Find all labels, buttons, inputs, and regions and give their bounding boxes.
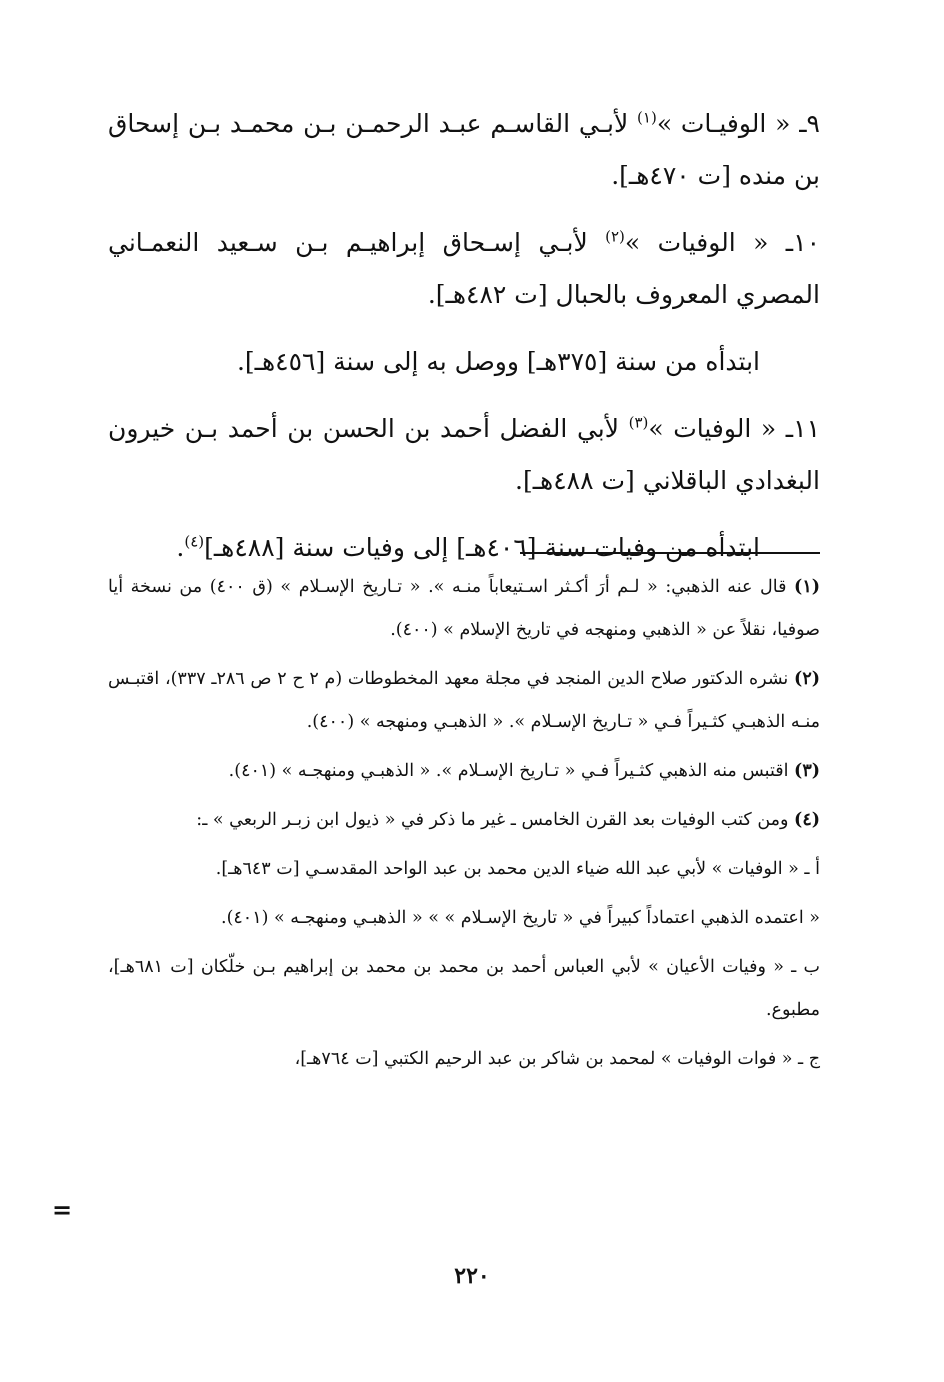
footnote-4-a: أ ـ « الوفيات » لأبي عبد الله ضياء الدين محمد بن عبد الواحد المقدسـي [ت ٦٤٣هـ]. xyxy=(215,859,820,879)
entry-11-range: ابتدأه من وفيات سنة [٤٠٦هـ] إلى وفيات سنة [٤٨٨هـ]$^{(٤)}$. xyxy=(176,532,760,562)
footnote-ref[interactable]: (٣) xyxy=(628,413,649,432)
continuation-mark: = xyxy=(52,1196,73,1224)
entry-9: ٩ـ « الوفيـات »$^{(١)}$ لأبـي القاسـم عبـد الرحمـن بـن محمـد بـن إسحاق بن منده [ت ٤٧٠هـ]. xyxy=(108,108,820,190)
main-text xyxy=(108,98,820,589)
page-number: ٢٢٠ xyxy=(454,1263,490,1289)
entry-10: ١٠ـ « الوفيات »$^{(٢)}$ لأبـي إسـحاق إبراهيـم بـن سـعيد النعمـاني المصري المعروف بالحبال [ت ٤٨٢هـ]. xyxy=(108,227,820,309)
entry-11: ١١ـ « الوفيات »$^{(٣)}$ لأبي الفضل أحمد بن الحسن بن أحمد بـن خيرون البغدادي الباقلاني [ت ٤٨٨هـ]. xyxy=(108,413,820,495)
footnote-3: (٣) اقتبس منه الذهبي كثـيراً فـي « تـاريخ الإسـلام ». « الذهبـي ومنهجـه » (٤٠١). xyxy=(228,761,820,781)
footnote-ref[interactable]: (٢) xyxy=(605,227,625,246)
entry-10-range: ابتدأه من سنة [٣٧٥هـ] ووصل به إلى سنة [٤٥٦هـ]. xyxy=(236,347,760,376)
footnote-4: (٤) ومن كتب الوفيات بعد القرن الخامس ـ غير ما ذكر في « ذيول ابن زبـر الربعي » ـ: xyxy=(196,810,820,830)
footnotes xyxy=(108,566,820,1087)
footnote-separator xyxy=(520,552,820,554)
footnote-ref[interactable]: (٤) xyxy=(184,532,205,551)
footnote-2: (٢) نشره الدكتور صلاح الدين المنجد في مجلة معهد المخطوطات (م ٢ ح ٢ ص ٢٨٦ـ ٣٣٧)، اقتبـس منـه الذهبـي كثـيراً فـي « تـاريخ الإسـلام ». « الذهبـي ومنهجه » (٤٠٠). xyxy=(108,669,820,732)
footnote-4-b: ب ـ « وفيات الأعيان » لأبي العباس أحمد بن محمد بن محمد بن إبراهيم بـن خلّكان [ت ٦٨١هـ]، مطبوع. xyxy=(108,957,820,1020)
footnote-ref[interactable]: (١) xyxy=(637,108,657,127)
footnote-4-c: ج ـ « فوات الوفيات » لمحمد بن شاكر بن عبد الرحيم الكتبي [ت ٧٦٤هـ]، xyxy=(294,1049,820,1069)
footnote-4-a-note: « اعتمده الذهبي اعتماداً كبيراً في « تاريخ الإسـلام » » « الذهبـي ومنهجـه » (٤٠١). xyxy=(221,908,820,928)
footnote-1: (١) قال عنه الذهبي: « لـم أرَ أكـثر اسـتيعاباً منـه ». « تـاريخ الإسـلام » (ق ٤٠٠) من نسخة أيا صوفيا، نقلاً عن « الذهبي ومنهجه في تاريخ الإسلام » (٤٠٠). xyxy=(108,577,821,640)
